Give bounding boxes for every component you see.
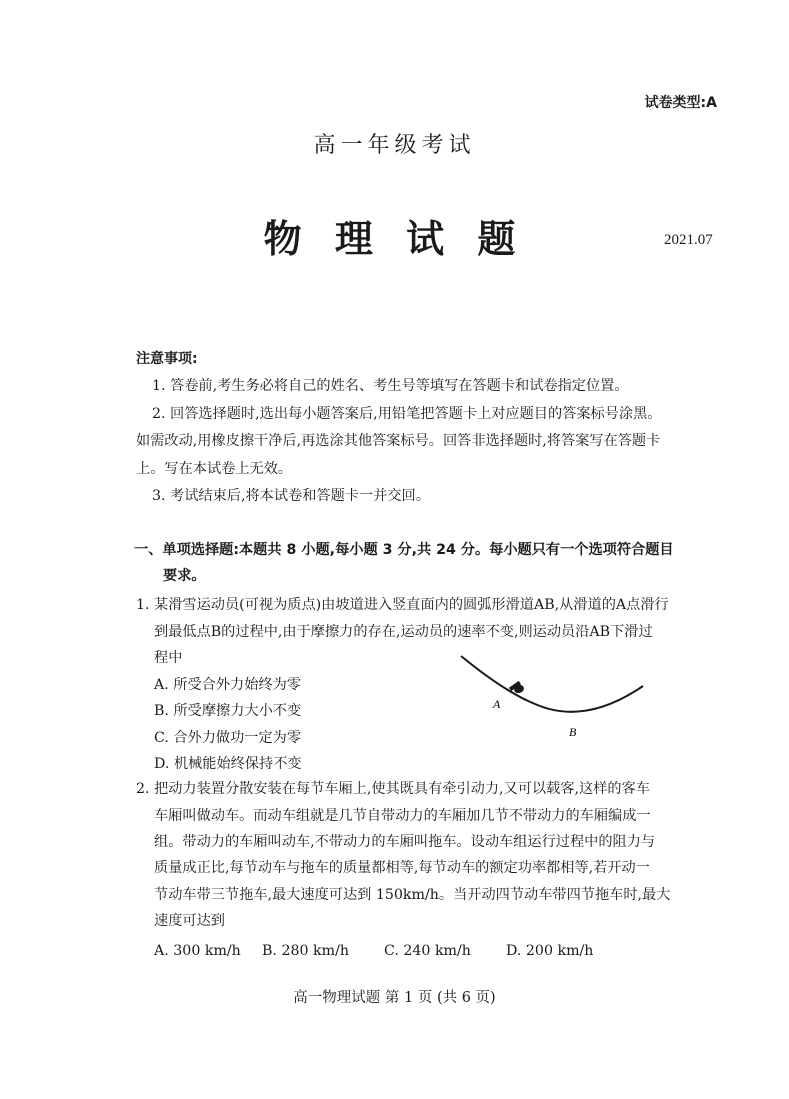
question-2-text: 组。带动力的车厢叫动车,不带动力的车厢叫拖车。设动车组运行过程中的阻力与 bbox=[154, 834, 656, 850]
section-heading-cont: 要求。 bbox=[163, 568, 206, 584]
paper-type: 试卷类型:A bbox=[644, 95, 717, 111]
question-1-text: 到最低点B的过程中,由于摩擦力的存在,运动员的速率不变,则运动员沿AB下滑过 bbox=[154, 624, 653, 640]
question-1-text: 程中 bbox=[154, 650, 183, 666]
question-1-option-d: D. 机械能始终保持不变 bbox=[154, 756, 302, 772]
exam-grade-heading: 高一年级考试 bbox=[313, 133, 476, 158]
question-1-option-c: C. 合外力做功一定为零 bbox=[154, 730, 302, 746]
question-2-option-a: A. 300 km/h bbox=[154, 943, 241, 959]
point-a-label: A bbox=[493, 697, 501, 711]
question-2-text: 车厢叫做动车。而动车组就是几节自带动力的车厢加几节不带动力的车厢编成一 bbox=[154, 808, 651, 824]
question-1-text: 1. 某滑雪运动员(可视为质点)由坡道进入竖直面内的圆弧形滑道AB,从滑道的A点滑行 bbox=[136, 597, 669, 613]
question-2-option-d: D. 200 km/h bbox=[506, 943, 594, 959]
question-2-text: 节动车带三节拖车,最大速度可达到 150km/h。当开动四节动车带四节拖车时,最大 bbox=[154, 887, 671, 903]
notice-item: 3. 考试结束后,将本试卷和答题卡一并交回。 bbox=[152, 488, 430, 504]
question-2-text: 速度可达到 bbox=[154, 913, 225, 929]
page-title: 物 理 试 题 bbox=[263, 216, 526, 261]
question-2-option-b: B. 280 km/h bbox=[262, 943, 350, 959]
slide-track-figure bbox=[455, 652, 655, 742]
notice-item: 上。写在本试卷上无效。 bbox=[136, 461, 293, 477]
page-footer: 高一物理试题 第 1 页 (共 6 页) bbox=[293, 990, 496, 1006]
question-2-text: 质量成正比,每节动车与拖车的质量都相等,每节动车的额定功率都相等,若开动一 bbox=[154, 860, 650, 876]
question-1-option-a: A. 所受合外力始终为零 bbox=[154, 677, 301, 693]
point-b-label: B bbox=[569, 725, 577, 739]
question-1-option-b: B. 所受摩擦力大小不变 bbox=[154, 703, 302, 719]
question-2-option-c: C. 240 km/h bbox=[384, 943, 471, 959]
notice-item: 1. 答卷前,考生务必将自己的姓名、考生号等填写在答题卡和试卷指定位置。 bbox=[152, 378, 629, 394]
notice-item: 2. 回答选择题时,选出每小题答案后,用铅笔把答题卡上对应题目的答案标号涂黑。 bbox=[152, 406, 662, 422]
arc-track bbox=[461, 656, 643, 712]
section-heading: 一、单项选择题:本题共 8 小题,每小题 3 分,共 24 分。每小题只有一个选项符合题目 bbox=[134, 542, 674, 558]
notice-heading: 注意事项: bbox=[136, 351, 198, 367]
exam-date: 2021.07 bbox=[664, 232, 713, 248]
notice-item: 如需改动,用橡皮擦干净后,再选涂其他答案标号。回答非选择题时,将答案写在答题卡 bbox=[136, 433, 661, 449]
question-2-text: 2. 把动力装置分散安装在每节车厢上,使其既具有牵引动力,又可以载客,这样的客车 bbox=[136, 781, 650, 797]
